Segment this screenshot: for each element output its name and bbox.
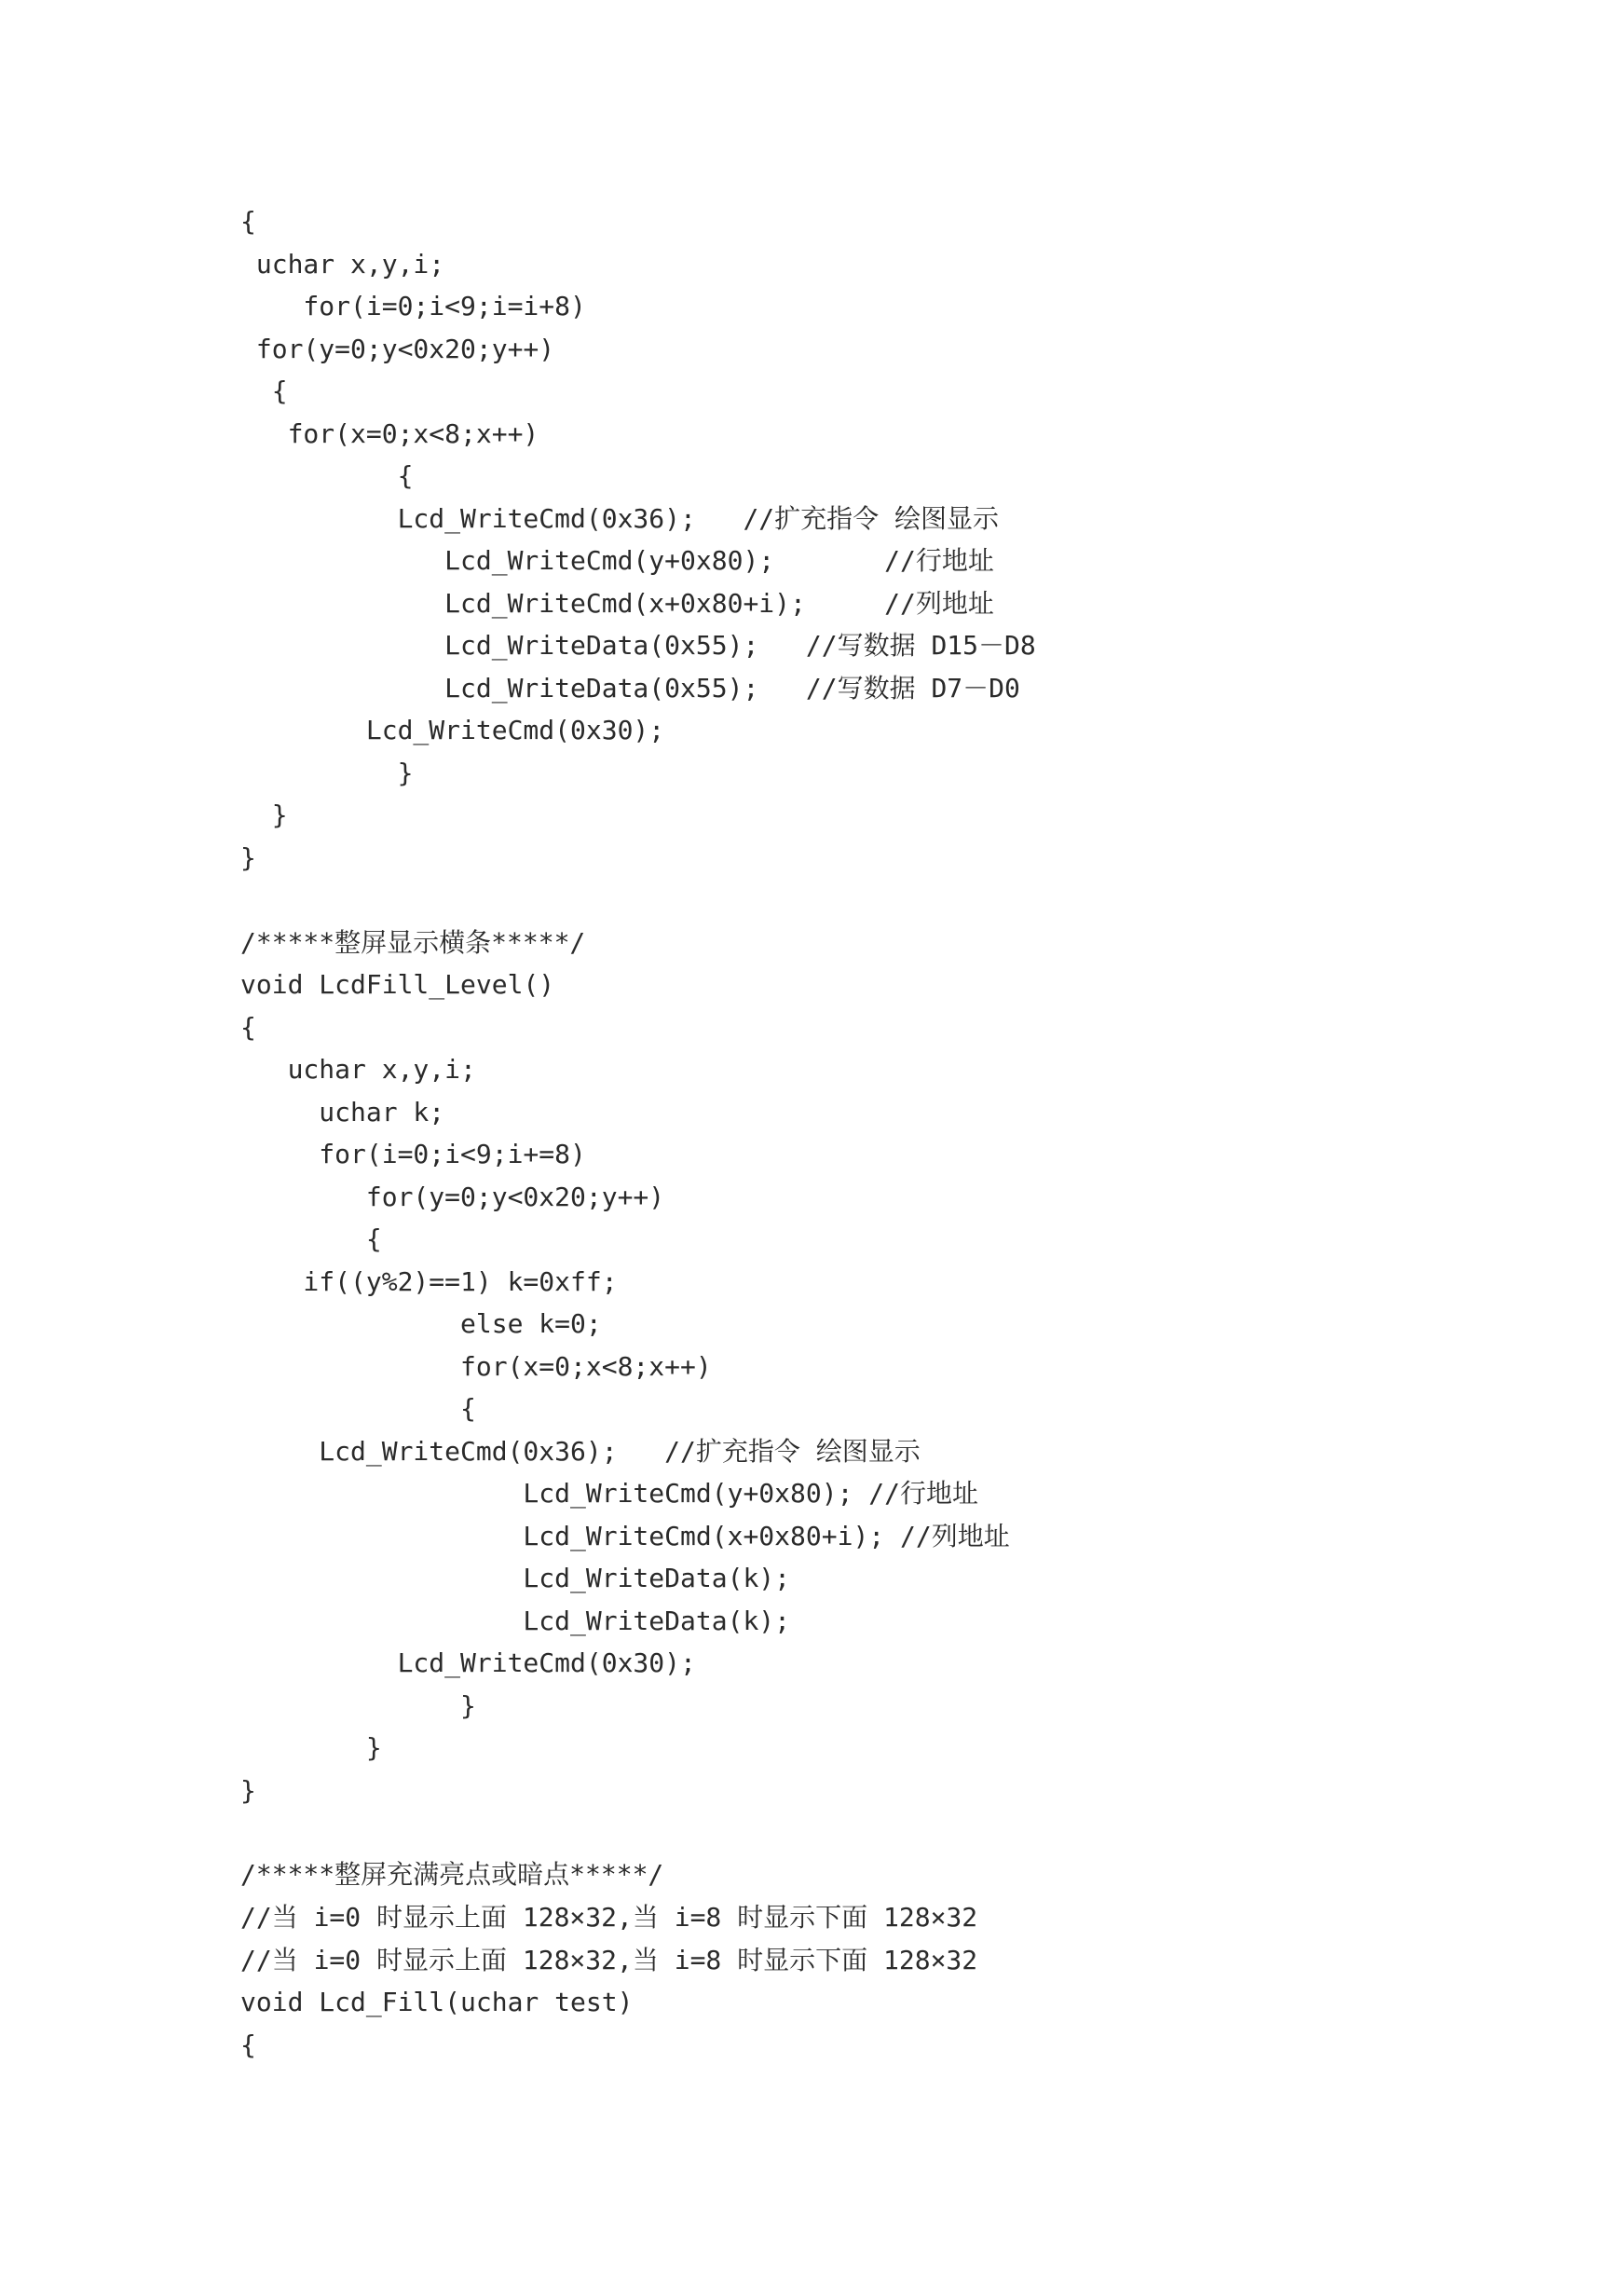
section-comment: /*****整屏充满亮点或暗点*****/ bbox=[240, 1859, 664, 1890]
code-line: for(y=0;y<0x20;y++) bbox=[240, 1182, 665, 1212]
code-comment: //当 i=0 时显示上面 128×32,当 i=8 时显示下面 128×32 bbox=[240, 1902, 978, 1933]
code-line: Lcd_WriteCmd(y+0x80); //行地址 bbox=[240, 1478, 979, 1509]
code-line: { bbox=[240, 1393, 476, 1424]
code-line: { bbox=[240, 2030, 256, 2060]
code-line: else k=0; bbox=[240, 1308, 602, 1339]
function-signature: void LcdFill_Level() bbox=[240, 969, 555, 1000]
code-line: } bbox=[240, 1690, 476, 1721]
code-line: Lcd_WriteData(k); bbox=[240, 1563, 791, 1593]
code-line: uchar x,y,i; bbox=[240, 1054, 476, 1085]
code-line: uchar k; bbox=[240, 1097, 445, 1128]
code-line: } bbox=[240, 842, 256, 873]
code-comment: //当 i=0 时显示上面 128×32,当 i=8 时显示下面 128×32 bbox=[240, 1945, 978, 1975]
code-line: if((y%2)==1) k=0xff; bbox=[240, 1266, 618, 1297]
code-line: for(x=0;x<8;x++) bbox=[240, 418, 539, 449]
code-line: for(i=0;i<9;i=i+8) bbox=[240, 291, 586, 321]
code-line: Lcd_WriteData(k); bbox=[240, 1606, 791, 1636]
code-line: } bbox=[240, 1732, 382, 1763]
code-line: Lcd_WriteData(0x55); //写数据 D15－D8 bbox=[240, 630, 1036, 661]
code-line: } bbox=[240, 1775, 256, 1806]
code-line: Lcd_WriteCmd(y+0x80); //行地址 bbox=[240, 545, 994, 576]
code-line: { bbox=[240, 206, 256, 237]
function-signature: void Lcd_Fill(uchar test) bbox=[240, 1987, 634, 2017]
code-line: { bbox=[240, 460, 414, 491]
code-line: for(i=0;i<9;i+=8) bbox=[240, 1139, 586, 1169]
code-line: { bbox=[240, 376, 288, 406]
code-line: Lcd_WriteCmd(0x36); //扩充指令 绘图显示 bbox=[240, 1436, 921, 1467]
code-line: for(y=0;y<0x20;y++) bbox=[240, 334, 555, 364]
section-comment: /*****整屏显示横条*****/ bbox=[240, 927, 586, 958]
code-line: Lcd_WriteData(0x55); //写数据 D7－D0 bbox=[240, 673, 1020, 704]
code-line: uchar x,y,i; bbox=[240, 249, 445, 280]
code-line: { bbox=[240, 1223, 382, 1254]
code-line: { bbox=[240, 1012, 256, 1043]
code-line: Lcd_WriteCmd(x+0x80+i); //列地址 bbox=[240, 1521, 1010, 1551]
code-line: } bbox=[240, 800, 288, 830]
code-line: Lcd_WriteCmd(0x30); bbox=[240, 715, 665, 745]
code-line: Lcd_WriteCmd(x+0x80+i); //列地址 bbox=[240, 588, 994, 619]
code-line: } bbox=[240, 758, 414, 788]
code-line: for(x=0;x<8;x++) bbox=[240, 1351, 712, 1382]
code-line: Lcd_WriteCmd(0x36); //扩充指令 绘图显示 bbox=[240, 503, 1000, 534]
code-line: Lcd_WriteCmd(0x30); bbox=[240, 1647, 696, 1678]
